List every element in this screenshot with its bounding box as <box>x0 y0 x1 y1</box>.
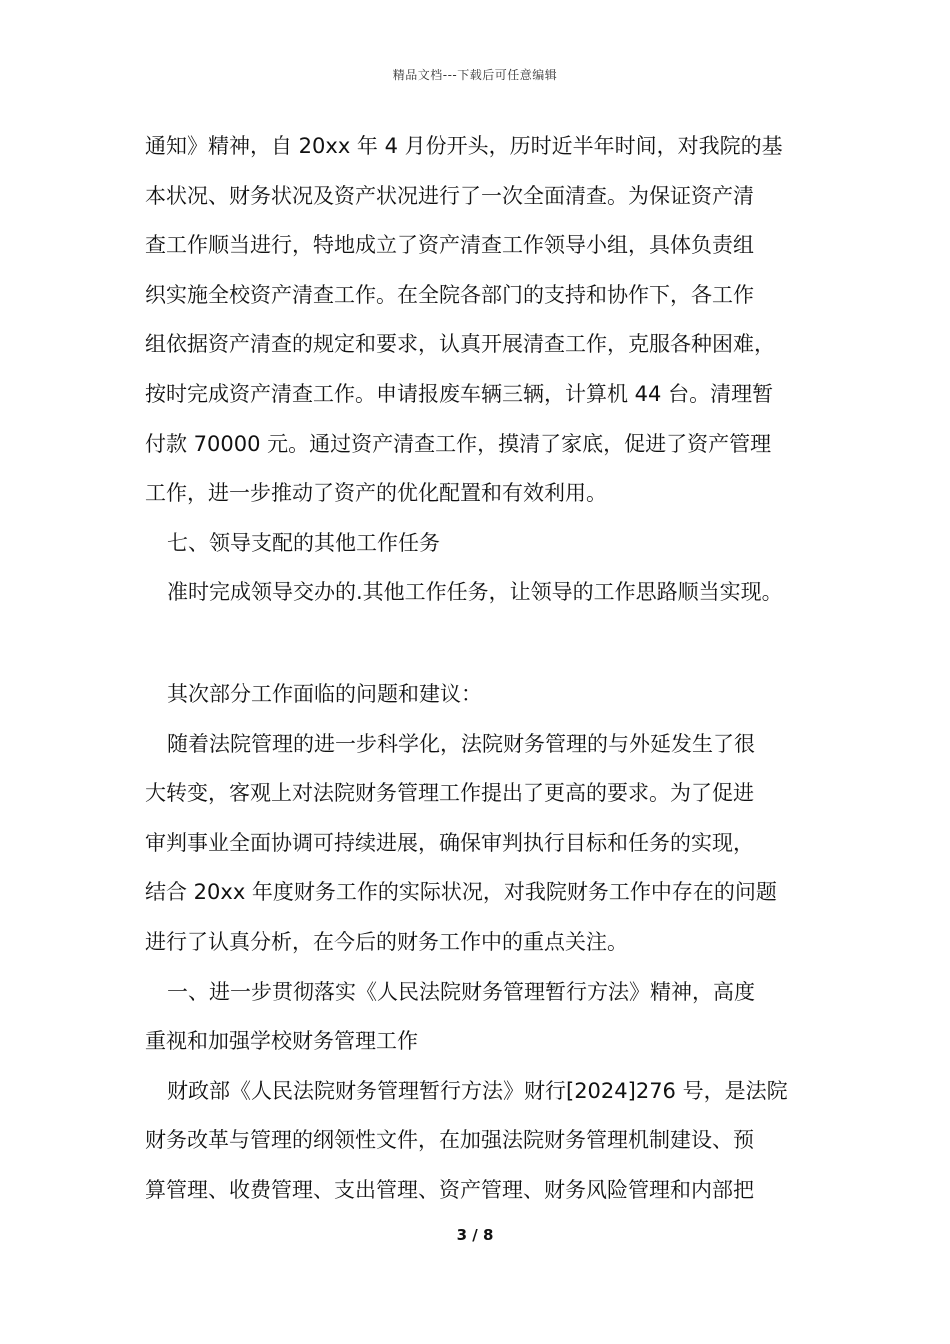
paragraph-line: 随着法院管理的进一步科学化，法院财务管理的与外延发生了很 <box>167 731 755 756</box>
paragraph-line: 组依据资产清查的规定和要求，认真开展清查工作，克服各种困难， <box>145 332 775 357</box>
paragraph-line: 查工作顺当进行，特地成立了资产清查工作领导小组，具体负责组 <box>145 233 754 258</box>
page-number: 3 / 8 <box>456 1226 494 1244</box>
paragraph-line: 算管理、收费管理、支出管理、资产管理、财务风险管理和内部把 <box>145 1177 754 1202</box>
section-heading: 七、领导支配的其他工作任务 <box>167 530 440 555</box>
paragraph-line: 本状况、财务状况及资产状况进行了一次全面清查。为保证资产清 <box>145 183 754 208</box>
paragraph-line: 付款 70000 元。通过资产清查工作，摸清了家底，促进了资产管理 <box>145 431 772 456</box>
section-heading: 其次部分工作面临的问题和建议： <box>167 681 482 706</box>
section-heading: 重视和加强学校财务管理工作 <box>145 1029 418 1054</box>
paragraph-line: 财务改革与管理的纲领性文件，在加强法院财务管理机制建设、预 <box>145 1128 754 1153</box>
paragraph-line: 审判事业全面协调可持续进展，确保审判执行目标和任务的实现， <box>145 830 754 855</box>
page-header: 精品文档---下载后可任意编辑 <box>392 68 558 82</box>
paragraph-line: 织实施全校资产清查工作。在全院各部门的支持和协作下，各工作 <box>145 282 754 307</box>
section-heading: 一、进一步贯彻落实《人民法院财务管理暂行方法》精神，高度 <box>167 979 755 1004</box>
paragraph-line: 财政部《人民法院财务管理暂行方法》财行[2024]276 号，是法院 <box>167 1078 788 1103</box>
paragraph-line: 准时完成领导交办的.其他工作任务，让领导的工作思路顺当实现。 <box>167 580 783 605</box>
paragraph-line: 通知》精神，自 20xx 年 4 月份开头，历时近半年时间，对我院的基 <box>145 134 783 158</box>
paragraph-gap <box>145 618 825 670</box>
paragraph-line: 结合 20xx 年度财务工作的实际状况，对我院财务工作中存在的问题 <box>145 880 777 905</box>
paragraph-line: 进行了认真分析，在今后的财务工作中的重点关注。 <box>145 929 628 954</box>
paragraph-line: 按时完成资产清查工作。申请报废车辆三辆，计算机 44 台。清理暂 <box>145 381 774 406</box>
paragraph-line: 大转变，客观上对法院财务管理工作提出了更高的要求。为了促进 <box>145 781 754 806</box>
paragraph-line: 工作，进一步推动了资产的优化配置和有效利用。 <box>145 481 607 506</box>
document-body <box>145 122 825 1215</box>
